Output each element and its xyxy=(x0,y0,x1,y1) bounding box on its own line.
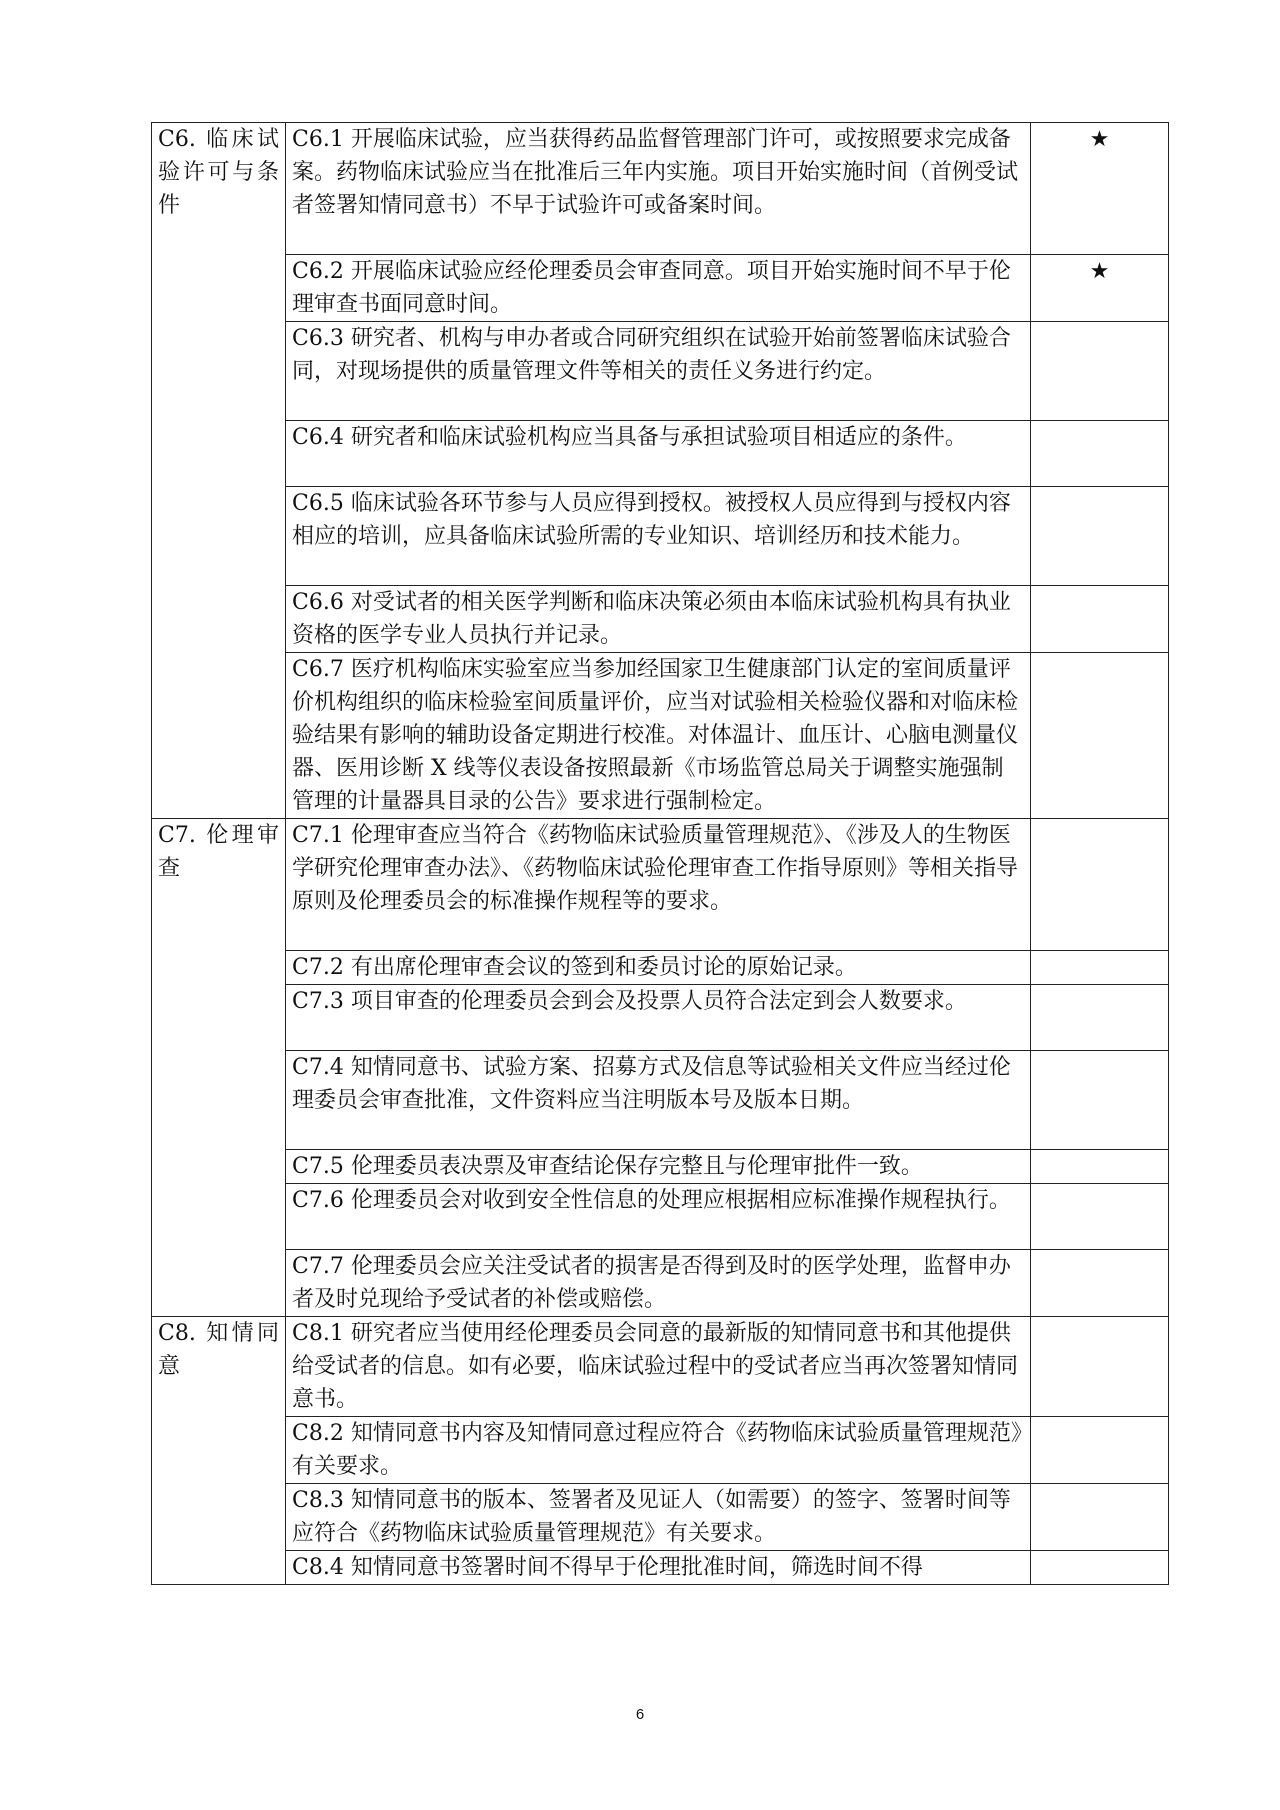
table-row xyxy=(152,255,1169,322)
key-item-star-icon: ★ xyxy=(1031,255,1169,322)
table-row xyxy=(152,951,1169,985)
key-item-star-icon: ★ xyxy=(1031,123,1169,255)
mark-cell xyxy=(1031,819,1169,951)
requirement-text: C8.2 知情同意书内容及知情同意过程应符合《药物临床试验质量管理规范》有关要求。 xyxy=(286,1417,1031,1484)
requirement-text: C7.6 伦理委员会对收到安全性信息的处理应根据相应标准操作规程执行。 xyxy=(286,1184,1031,1250)
page-number: 6 xyxy=(635,1706,645,1723)
requirement-text: C8.4 知情同意书签署时间不得早于伦理批准时间，筛选时间不得 xyxy=(286,1551,1031,1585)
requirement-text: C7.7 伦理委员会应关注受试者的损害是否得到及时的医学处理，监督申办者及时兑现给予受试者的补偿或赔偿。 xyxy=(286,1250,1031,1317)
requirement-text: C6.3 研究者、机构与申办者或合同研究组织在试验开始前签署临床试验合同，对现场提供的质量管理文件等相关的责任义务进行约定。 xyxy=(286,322,1031,421)
table-row xyxy=(152,123,1169,255)
mark-cell xyxy=(1031,1484,1169,1551)
table-row xyxy=(152,1484,1169,1551)
table-row xyxy=(152,1250,1169,1317)
mark-cell xyxy=(1031,1551,1169,1585)
mark-cell xyxy=(1031,421,1169,487)
mark-cell xyxy=(1031,951,1169,985)
category-label: C6. 临床试验许可与条件 xyxy=(158,127,279,218)
table-row xyxy=(152,1184,1169,1250)
category-cell xyxy=(152,1317,286,1585)
table-row xyxy=(152,653,1169,819)
mark-cell xyxy=(1031,586,1169,653)
mark-cell xyxy=(1031,487,1169,586)
requirement-text: C6.4 研究者和临床试验机构应当具备与承担试验项目相适应的条件。 xyxy=(286,421,1031,487)
mark-cell xyxy=(1031,985,1169,1051)
mark-cell xyxy=(1031,1184,1169,1250)
table-row xyxy=(152,819,1169,951)
requirement-text: C6.1 开展临床试验，应当获得药品监督管理部门许可，或按照要求完成备案。药物临床试验应当在批准后三年内实施。项目开始实施时间（首例受试者签署知情同意书）不早于试验许可或备案时间。 xyxy=(286,123,1031,255)
category-cell xyxy=(152,819,286,1317)
category-cell xyxy=(152,123,286,819)
mark-cell xyxy=(1031,1051,1169,1150)
requirement-text: C7.2 有出席伦理审查会议的签到和委员讨论的原始记录。 xyxy=(286,951,1031,985)
requirement-text: C8.3 知情同意书的版本、签署者及见证人（如需要）的签字、签署时间等应符合《药物临床试验质量管理规范》有关要求。 xyxy=(286,1484,1031,1551)
table-row xyxy=(152,1051,1169,1150)
category-label: C8. 知情同意 xyxy=(158,1321,279,1379)
table-row xyxy=(152,586,1169,653)
requirement-text: C8.1 研究者应当使用经伦理委员会同意的最新版的知情同意书和其他提供给受试者的信息。如有必要，临床试验过程中的受试者应当再次签署知情同意书。 xyxy=(286,1317,1031,1417)
mark-cell xyxy=(1031,1250,1169,1317)
requirement-text: C6.5 临床试验各环节参与人员应得到授权。被授权人员应得到与授权内容相应的培训，应具备临床试验所需的专业知识、培训经历和技术能力。 xyxy=(286,487,1031,586)
table-row xyxy=(152,1150,1169,1184)
requirement-text: C6.2 开展临床试验应经伦理委员会审查同意。项目开始实施时间不早于伦理审查书面同意时间。 xyxy=(286,255,1031,322)
category-label: C7. 伦理审查 xyxy=(158,823,279,881)
mark-cell xyxy=(1031,322,1169,421)
table-row xyxy=(152,1551,1169,1585)
mark-cell xyxy=(1031,1317,1169,1417)
table-row xyxy=(152,421,1169,487)
mark-cell xyxy=(1031,1150,1169,1184)
requirement-text: C7.5 伦理委员表决票及审查结论保存完整且与伦理审批件一致。 xyxy=(286,1150,1031,1184)
table-row xyxy=(152,1317,1169,1417)
requirement-text: C7.3 项目审查的伦理委员会到会及投票人员符合法定到会人数要求。 xyxy=(286,985,1031,1051)
table-row xyxy=(152,487,1169,586)
mark-cell xyxy=(1031,1417,1169,1484)
checklist-table xyxy=(151,122,1169,1585)
requirement-text: C6.7 医疗机构临床实验室应当参加经国家卫生健康部门认定的室间质量评价机构组织的临床检验室间质量评价，应当对试验相关检验仪器和对临床检验结果有影响的辅助设备定期进行校准。对体温计、血压计、心脑电测量仪器、医用诊断 X 线等仪表设备按照最新《市场监管总局关于调整实施强制管理的计量器具目录的公告》要求进行强制检定。 xyxy=(286,653,1031,819)
table-row xyxy=(152,322,1169,421)
requirement-text: C7.4 知情同意书、试验方案、招募方式及信息等试验相关文件应当经过伦理委员会审查批准，文件资料应当注明版本号及版本日期。 xyxy=(286,1051,1031,1150)
mark-cell xyxy=(1031,653,1169,819)
table-row xyxy=(152,985,1169,1051)
table-row xyxy=(152,1417,1169,1484)
requirement-text: C6.6 对受试者的相关医学判断和临床决策必须由本临床试验机构具有执业资格的医学专业人员执行并记录。 xyxy=(286,586,1031,653)
requirement-text: C7.1 伦理审查应当符合《药物临床试验质量管理规范》、《涉及人的生物医学研究伦理审查办法》、《药物临床试验伦理审查工作指导原则》等相关指导原则及伦理委员会的标准操作规程等的要求。 xyxy=(286,819,1031,951)
